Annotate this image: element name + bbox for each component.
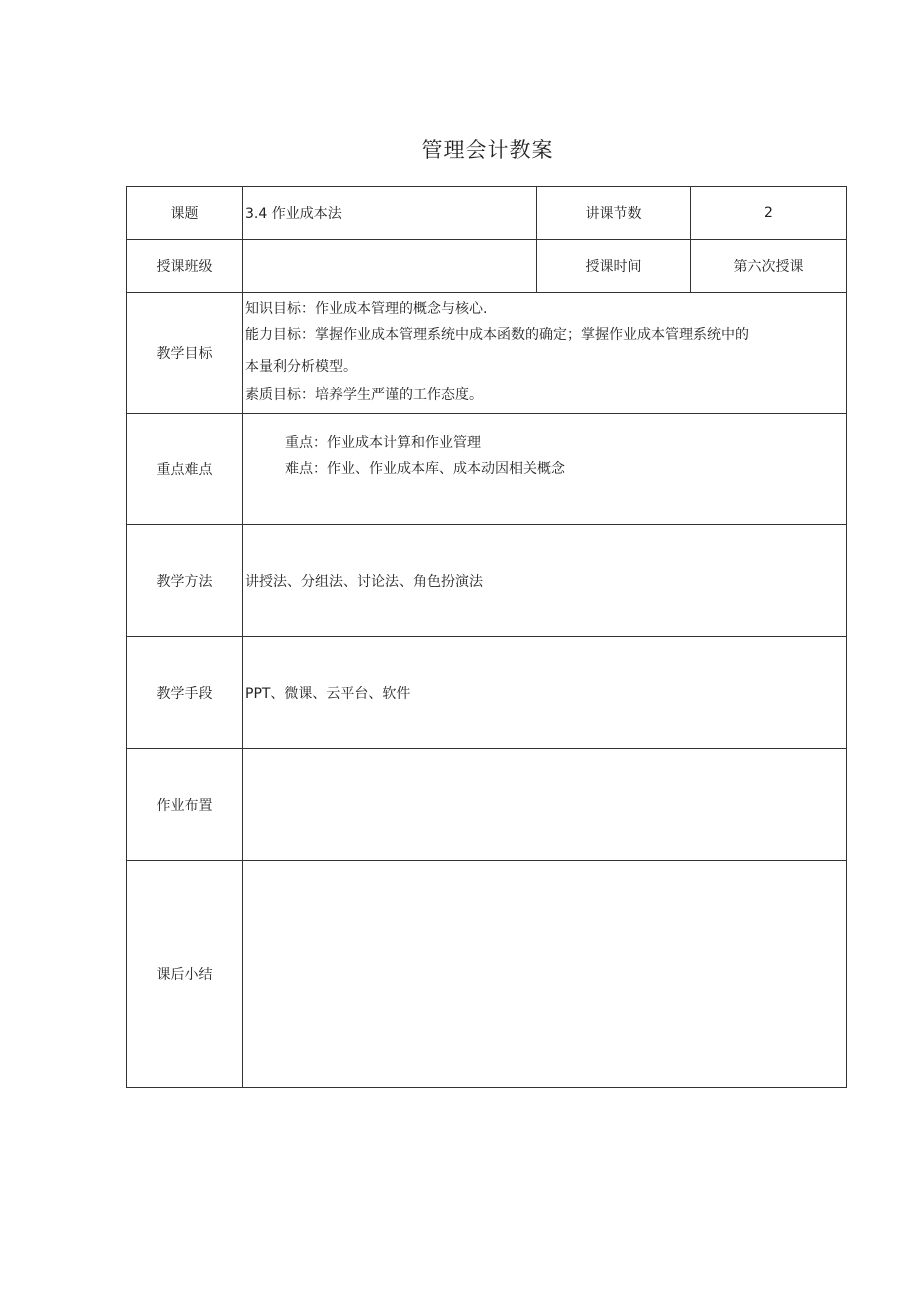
class-value xyxy=(243,240,537,293)
document-title: 管理会计教案 xyxy=(421,138,554,162)
difficult-point: 难点：作业、作业成本库、成本动因相关概念 xyxy=(285,461,565,477)
time-value: 第六次授课 xyxy=(691,240,847,293)
time-label: 授课时间 xyxy=(537,240,691,293)
key-points-content xyxy=(243,414,847,525)
row-means xyxy=(127,637,847,749)
sessions-value: 2 xyxy=(691,187,847,240)
objectives-content xyxy=(243,293,847,414)
objective-ability-cont: 本量利分析模型。 xyxy=(245,359,357,375)
row-homework xyxy=(127,749,847,861)
homework-label: 作业布置 xyxy=(127,749,243,861)
summary-value xyxy=(243,861,847,1088)
objective-knowledge: 知识目标：作业成本管理的概念与核心. xyxy=(245,301,488,317)
row-summary xyxy=(127,861,847,1088)
key-point: 重点：作业成本计算和作业管理 xyxy=(285,435,481,451)
methods-value: 讲授法、分组法、讨论法、角色扮演法 xyxy=(243,525,847,637)
methods-label: 教学方法 xyxy=(127,525,243,637)
objective-quality: 素质目标：培养学生严谨的工作态度。 xyxy=(245,387,483,403)
objectives-label: 教学目标 xyxy=(127,293,243,414)
class-label: 授课班级 xyxy=(127,240,243,293)
row-methods xyxy=(127,525,847,637)
means-label: 教学手段 xyxy=(127,637,243,749)
objective-ability: 能力目标：掌握作业成本管理系统中成本函数的确定；掌握作业成本管理系统中的 xyxy=(245,327,749,343)
key-points-label: 重点难点 xyxy=(127,414,243,525)
topic-label: 课题 xyxy=(127,187,243,240)
row-key-points xyxy=(127,414,847,525)
summary-label: 课后小结 xyxy=(127,861,243,1088)
topic-value: 3.4 作业成本法 xyxy=(243,187,537,240)
row-topic xyxy=(127,187,847,240)
homework-value xyxy=(243,749,847,861)
row-objectives xyxy=(127,293,847,414)
means-value: PPT、微课、云平台、软件 xyxy=(243,637,847,749)
sessions-label: 讲课节数 xyxy=(537,187,691,240)
row-class xyxy=(127,240,847,293)
lesson-plan-table xyxy=(126,186,847,1088)
